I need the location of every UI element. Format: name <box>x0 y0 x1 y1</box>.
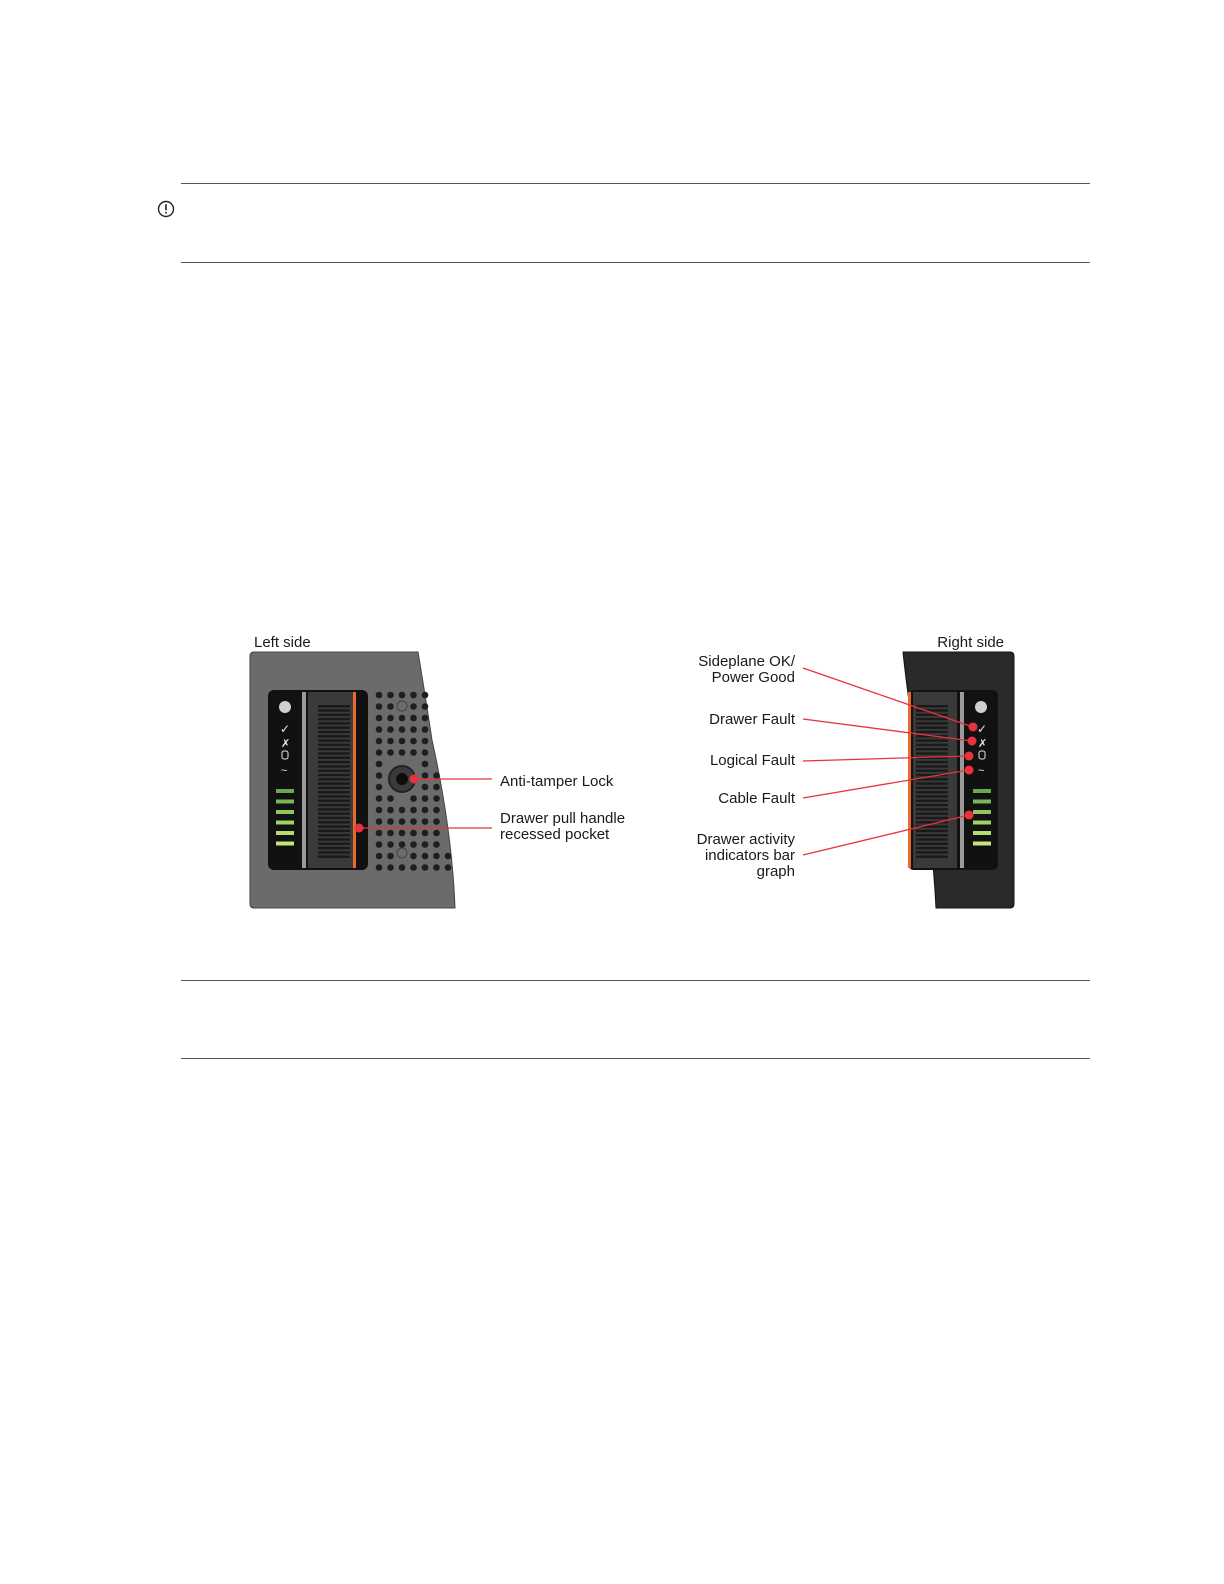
vent-hole <box>387 818 394 825</box>
handle-slat <box>916 739 948 741</box>
handle-slat <box>916 705 948 707</box>
handle-slat <box>318 774 350 776</box>
handle-slat <box>318 731 350 733</box>
right-x-icon: ✗ <box>978 738 988 750</box>
vent-hole <box>376 703 383 710</box>
handle-slat <box>916 851 948 853</box>
vent-hole <box>376 795 383 802</box>
vent-hole <box>410 841 417 848</box>
handle-slat <box>916 834 948 836</box>
handle-slat <box>916 830 948 832</box>
vent-hole <box>387 738 394 745</box>
right-side-title: Right side <box>937 634 1004 651</box>
vent-hole <box>376 818 383 825</box>
sideplane-dot <box>969 723 978 732</box>
activity-led-bar <box>973 810 991 814</box>
vent-hole <box>410 738 417 745</box>
vent-hole <box>376 726 383 733</box>
handle-slat <box>916 714 948 716</box>
handle-slat <box>916 727 948 729</box>
handle-slat <box>916 800 948 802</box>
vent-hole <box>399 830 406 837</box>
vent-hole <box>422 738 429 745</box>
activity-label-line3: graph <box>756 863 795 880</box>
vent-hole <box>387 715 394 722</box>
right-power-icon <box>975 701 987 713</box>
vent-hole <box>410 853 417 860</box>
activity-label-line1: Drawer activity <box>696 831 795 848</box>
handle-slat <box>318 718 350 720</box>
handle-slat <box>318 714 350 716</box>
vent-hole <box>410 715 417 722</box>
handle-slat <box>318 808 350 810</box>
vent-hole <box>410 692 417 699</box>
bottom-rule-2 <box>181 1058 1090 1059</box>
activity-led-bar <box>276 821 294 825</box>
handle-slat <box>318 821 350 823</box>
handle-slat <box>916 787 948 789</box>
left-cable-icon: ~ <box>281 765 288 777</box>
vent-hole <box>399 726 406 733</box>
handle-slat <box>916 856 948 858</box>
vent-hole <box>422 853 429 860</box>
vent-hole <box>387 795 394 802</box>
sideplane-label-line2: Power Good <box>711 669 795 686</box>
vent-hole <box>376 715 383 722</box>
handle-slat <box>318 770 350 772</box>
left-x-icon: ✗ <box>281 738 291 750</box>
vent-hole <box>399 864 406 871</box>
vent-hole <box>376 864 383 871</box>
vent-hole <box>410 818 417 825</box>
handle-label-line1: Drawer pull handle <box>500 810 626 827</box>
vent-hole <box>422 772 429 779</box>
left-power-icon <box>279 701 291 713</box>
vent-hole <box>399 715 406 722</box>
vent-hole <box>422 818 429 825</box>
right-drawer-panel <box>903 652 1014 908</box>
logical-fault-dot <box>965 752 974 761</box>
handle-slat <box>318 843 350 845</box>
vent-hole <box>445 853 452 860</box>
vent-hole <box>399 818 406 825</box>
handle-slat <box>916 761 948 763</box>
left-check-icon: ✓ <box>280 722 291 736</box>
vent-hole <box>433 864 440 871</box>
vent-hole <box>387 864 394 871</box>
handle-slat <box>318 804 350 806</box>
vent-hole <box>376 784 383 791</box>
sideplane-label-line1: Sideplane OK/ <box>698 653 795 670</box>
handle-slat <box>318 787 350 789</box>
handle-slat <box>916 718 948 720</box>
handle-slat <box>916 791 948 793</box>
lock-callout-dot <box>410 775 419 784</box>
drawer-fault-dot <box>968 737 977 746</box>
vent-hole <box>422 761 429 768</box>
vent-hole <box>399 841 406 848</box>
vent-hole <box>422 807 429 814</box>
vent-hole <box>422 830 429 837</box>
vent-hole <box>410 830 417 837</box>
activity-led-bar <box>276 789 294 793</box>
handle-slat <box>318 765 350 767</box>
handle-slat <box>916 770 948 772</box>
vent-hole <box>422 841 429 848</box>
vent-hole <box>399 692 406 699</box>
handle-slat <box>916 782 948 784</box>
activity-led-bar <box>973 842 991 846</box>
handle-slat <box>318 752 350 754</box>
activity-led-bar <box>276 800 294 804</box>
vent-hole <box>433 818 440 825</box>
handle-slat <box>318 847 350 849</box>
vent-hole <box>376 738 383 745</box>
handle-slat <box>916 731 948 733</box>
handle-slat <box>916 847 948 849</box>
handle-slat <box>318 825 350 827</box>
handle-slat <box>916 748 948 750</box>
logical-fault-label: Logical Fault <box>709 752 795 769</box>
vent-hole <box>376 749 383 756</box>
handle-slat <box>916 744 948 746</box>
activity-led-bar <box>276 831 294 835</box>
vent-hole <box>410 807 417 814</box>
handle-slat <box>916 813 948 815</box>
vent-hole <box>387 853 394 860</box>
vent-hole <box>422 726 429 733</box>
vent-hole <box>376 807 383 814</box>
handle-slat <box>916 804 948 806</box>
handle-slat <box>318 834 350 836</box>
handle-slat <box>916 722 948 724</box>
handle-callout-dot <box>355 824 364 833</box>
vent-hole <box>387 830 394 837</box>
handle-slat <box>318 851 350 853</box>
vent-hole <box>376 830 383 837</box>
vent-hole <box>387 749 394 756</box>
handle-slat <box>916 765 948 767</box>
bottom-rule-1 <box>181 980 1090 981</box>
handle-slat <box>916 752 948 754</box>
handle-slat <box>318 791 350 793</box>
vent-hole <box>410 726 417 733</box>
vent-hole <box>410 703 417 710</box>
left-side-title: Left side <box>254 634 311 651</box>
vent-hole <box>422 715 429 722</box>
handle-slat <box>318 739 350 741</box>
handle-slat <box>318 782 350 784</box>
vent-hole <box>387 692 394 699</box>
handle-slat <box>318 709 350 711</box>
handle-slat <box>318 722 350 724</box>
left-drawer-panel <box>250 652 455 908</box>
handle-slat <box>318 748 350 750</box>
handle-slat <box>318 813 350 815</box>
handle-slat <box>916 843 948 845</box>
vent-hole <box>387 703 394 710</box>
cable-fault-label: Cable Fault <box>718 790 795 807</box>
vent-hole <box>376 761 383 768</box>
activity-led-bar <box>973 831 991 835</box>
vent-hole <box>376 692 383 699</box>
activity-led-bar <box>973 789 991 793</box>
vent-hole <box>422 795 429 802</box>
vent-hole <box>410 864 417 871</box>
vent-hole <box>387 807 394 814</box>
vent-hole <box>433 841 440 848</box>
handle-slat <box>916 709 948 711</box>
drawer-fault-label: Drawer Fault <box>709 711 795 728</box>
handle-slat <box>318 778 350 780</box>
activity-led-bar <box>276 810 294 814</box>
handle-slat <box>318 705 350 707</box>
handle-slat <box>916 795 948 797</box>
handle-slat <box>318 856 350 858</box>
vent-hole <box>433 807 440 814</box>
handle-slat <box>318 795 350 797</box>
vent-hole <box>410 749 417 756</box>
vent-hole <box>422 784 429 791</box>
activity-led-bar <box>973 800 991 804</box>
handle-slat <box>916 817 948 819</box>
vent-hole <box>422 864 429 871</box>
left-orange-accent <box>353 692 356 868</box>
vent-hole <box>376 772 383 779</box>
vent-hole <box>422 692 429 699</box>
vent-hole <box>433 795 440 802</box>
vent-hole <box>399 738 406 745</box>
vent-hole <box>433 830 440 837</box>
activity-led-bar <box>276 842 294 846</box>
vent-hole <box>376 853 383 860</box>
handle-slat <box>916 838 948 840</box>
handle-slat <box>916 808 948 810</box>
handle-slat <box>318 757 350 759</box>
handle-slat <box>318 744 350 746</box>
handle-slat <box>318 838 350 840</box>
vent-hole <box>422 749 429 756</box>
vent-hole <box>376 841 383 848</box>
handle-slat <box>318 727 350 729</box>
activity-label-line2: indicators bar <box>704 847 795 864</box>
vent-hole <box>399 749 406 756</box>
vent-hole <box>445 864 452 871</box>
activity-dot <box>965 811 974 820</box>
right-check-icon: ✓ <box>977 722 988 736</box>
anti-tamper-lock-label: Anti-tamper Lock <box>500 773 614 790</box>
cable-fault-dot <box>965 766 974 775</box>
vent-hole <box>422 703 429 710</box>
handle-slat <box>318 817 350 819</box>
vent-hole <box>433 853 440 860</box>
handle-slat <box>318 761 350 763</box>
vent-hole <box>387 841 394 848</box>
vent-hole <box>399 807 406 814</box>
vent-hole <box>410 795 417 802</box>
handle-label-line2: recessed pocket <box>500 826 610 843</box>
vent-hole <box>433 772 440 779</box>
right-cable-icon: ~ <box>978 765 985 777</box>
handle-slat <box>318 735 350 737</box>
handle-slat <box>318 830 350 832</box>
handle-slat <box>318 800 350 802</box>
vent-hole <box>387 726 394 733</box>
activity-led-bar <box>973 821 991 825</box>
vent-hole <box>433 784 440 791</box>
